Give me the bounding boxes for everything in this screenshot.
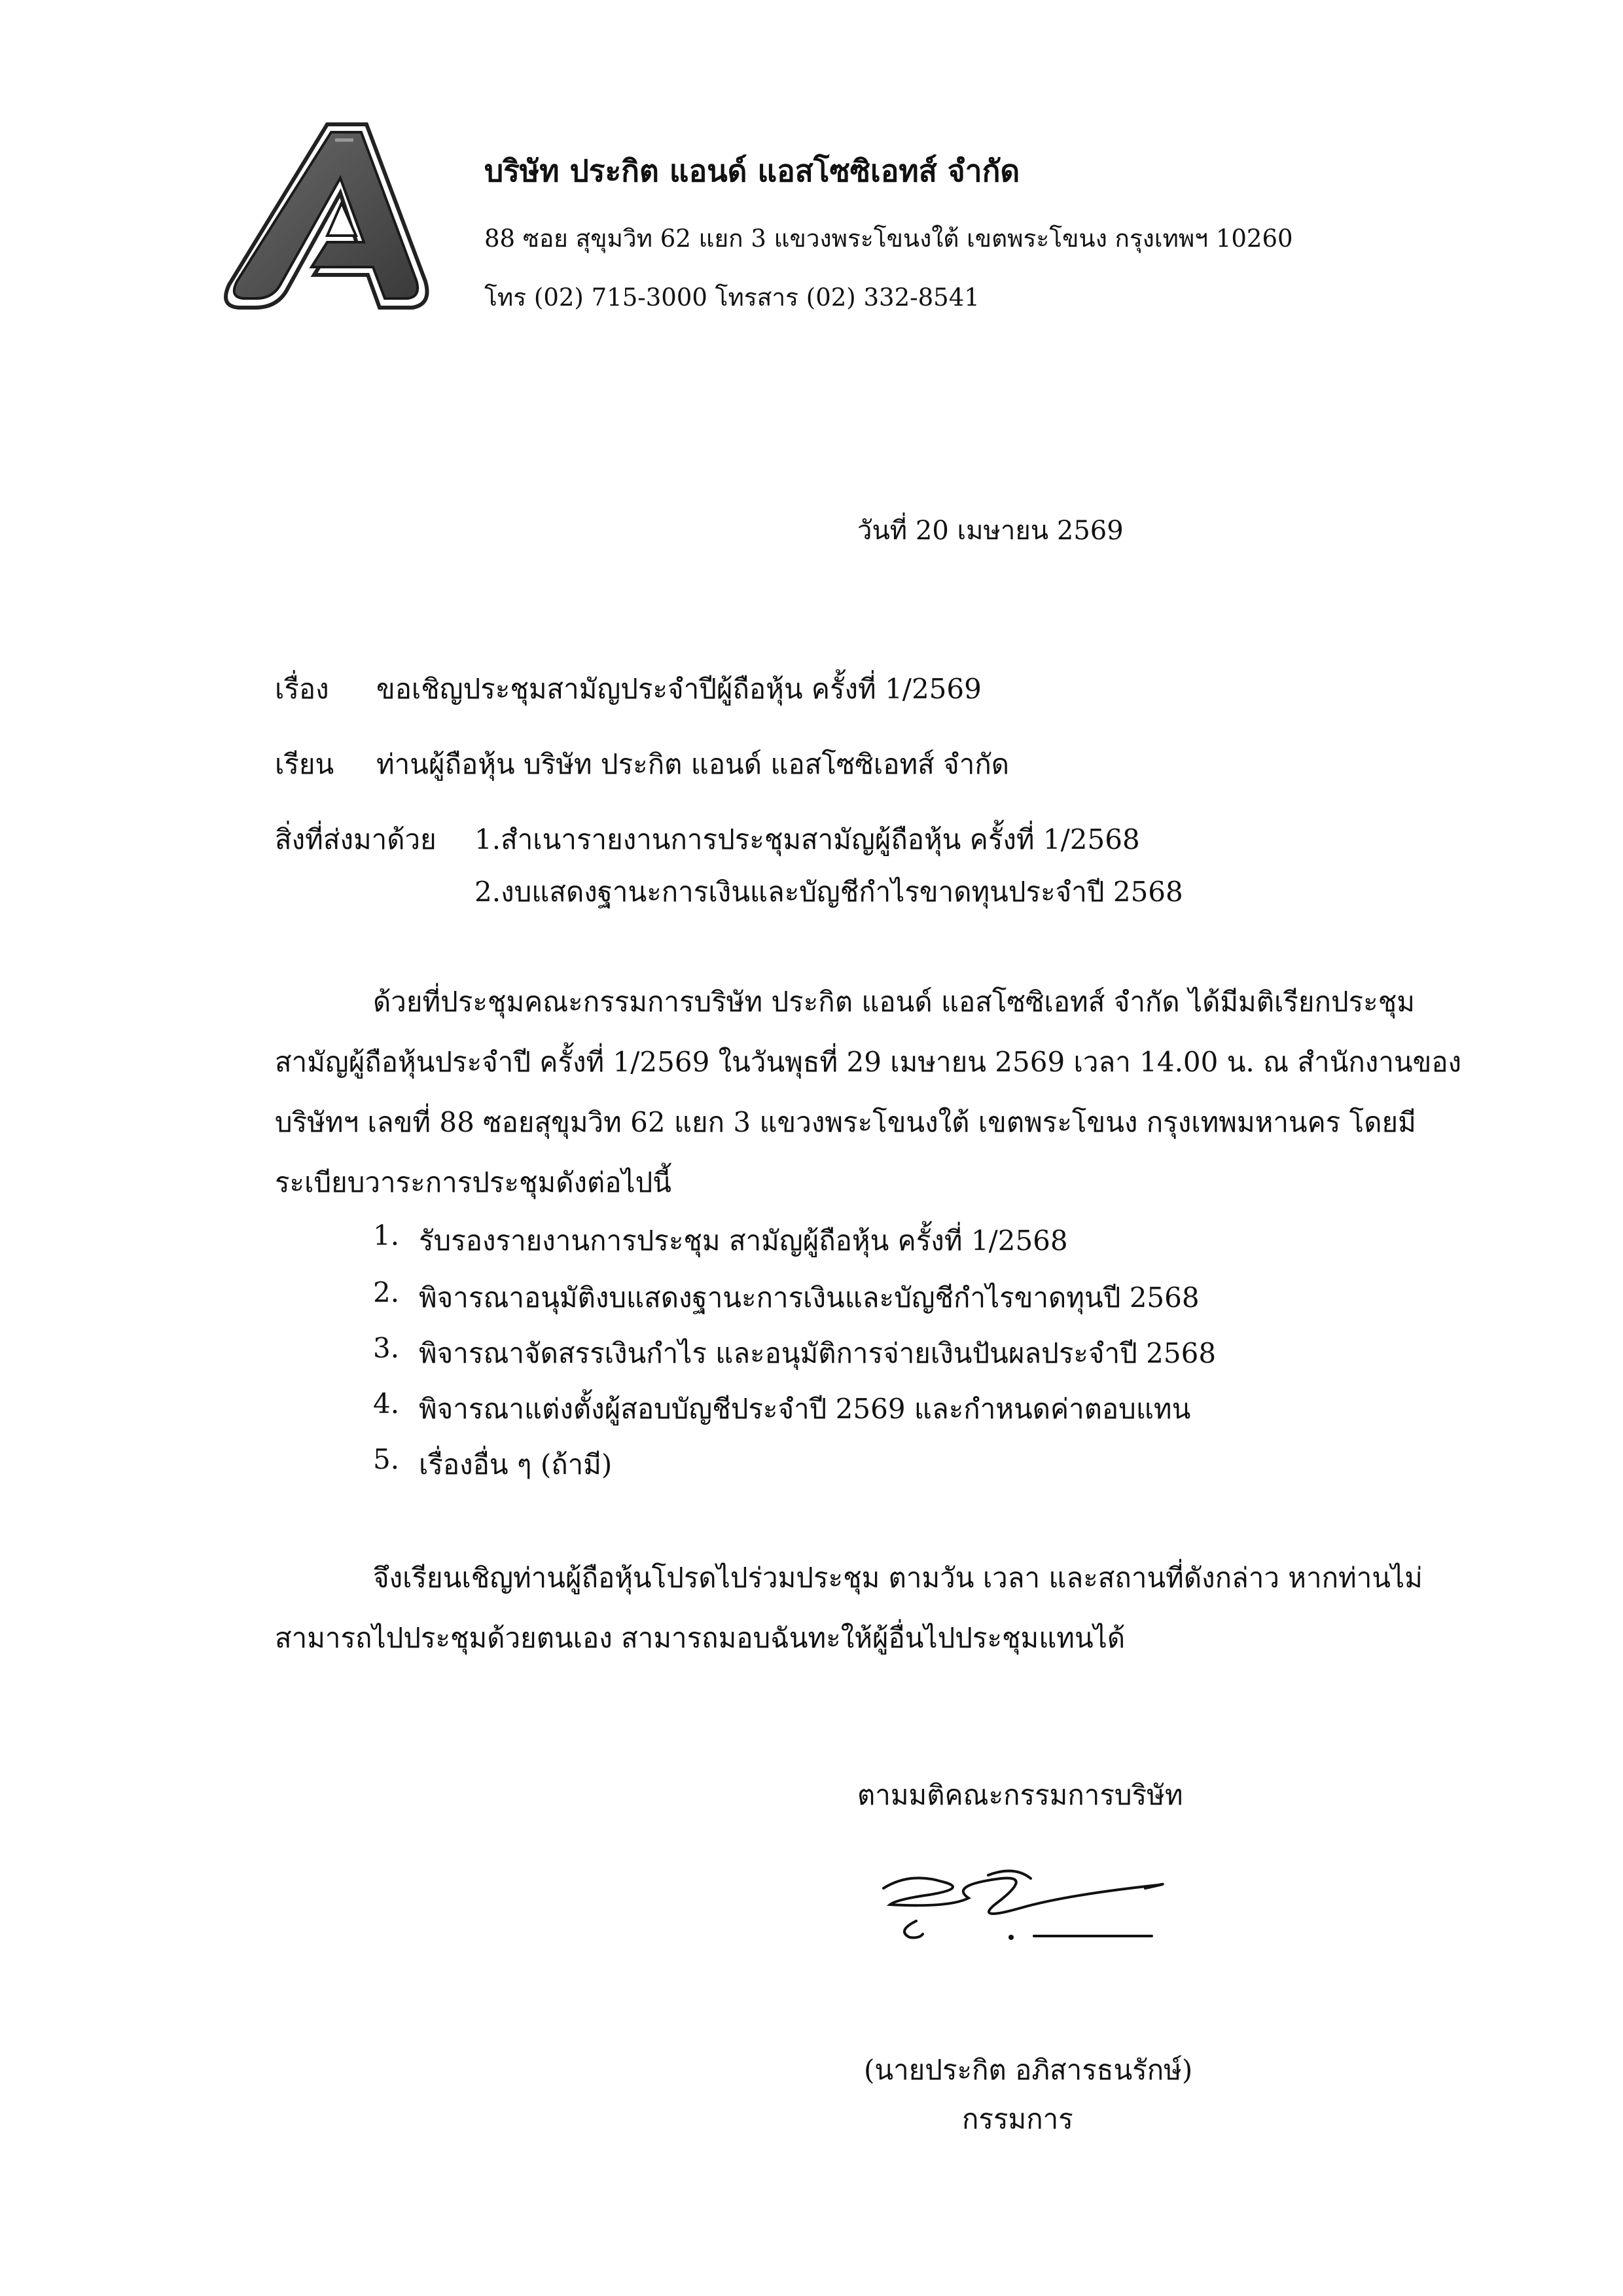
- body-line: ด้วยที่ประชุมคณะกรรมการบริษัท ประกิต แอนด์ แอสโซซิเอทส์ จำกัด ได้มีมติเรียกประชุม: [373, 986, 1415, 1018]
- agenda-number: 1.: [373, 1219, 400, 1251]
- agenda-number: 4.: [373, 1388, 400, 1420]
- body-line: สามัญผู้ถือหุ้นประจำปี ครั้งที่ 1/2569 ในวันพุธที่ 29 เมษายน 2569 เวลา 14.00 น. ณ สำนักงานของ: [275, 1046, 1462, 1078]
- handwritten-signature: [870, 1859, 1171, 1957]
- company-name: บริษัท ประกิต แอนด์ แอสโซซิเอทส์ จำกัด: [484, 153, 1020, 188]
- body-line: ระเบียบวาระการประชุมดังต่อไปนี้: [275, 1166, 672, 1198]
- agenda-item: เรื่องอื่น ๆ (ถ้ามี): [419, 1448, 613, 1480]
- signatory-name: (นายประกิต อภิสารธนรักษ์): [864, 2054, 1193, 2086]
- agenda-number: 2.: [373, 1276, 400, 1308]
- company-phone: โทร (02) 715-3000 โทรสาร (02) 332-8541: [484, 283, 980, 312]
- letter-date: วันที่ 20 เมษายน 2569: [857, 516, 1124, 546]
- agenda-item: รับรองรายงานการประชุม สามัญผู้ถือหุ้น ครั้งที่ 1/2568: [419, 1225, 1068, 1257]
- recipient-label: เรียน: [275, 748, 334, 780]
- agenda-item: พิจารณาอนุมัติงบแสดงฐานะการเงินและบัญชีกำไรขาดทุนปี 2568: [419, 1282, 1200, 1314]
- subject-value: ขอเชิญประชุมสามัญประจำปีผู้ถือหุ้น ครั้งที่ 1/2569: [376, 673, 982, 705]
- closing-line: สามารถไปประชุมด้วยตนเอง สามารถมอบฉันทะให้ผู้อื่นไปประชุมแทนได้: [275, 1622, 1126, 1654]
- company-logo: [216, 118, 438, 314]
- agenda-number: 5.: [373, 1443, 400, 1475]
- body-line: บริษัทฯ เลขที่ 88 ซอยสุขุมวิท 62 แยก 3 แขวงพระโขนงใต้ เขตพระโขนง กรุงเทพมหานคร โดยมี: [275, 1106, 1416, 1138]
- agenda-item: พิจารณาแต่งตั้งผู้สอบบัญชีประจำปี 2569 และกำหนดค่าตอบแทน: [419, 1393, 1191, 1425]
- enclosure-item: 2.งบแสดงฐานะการเงินและบัญชีกำไรขาดทุนประจำปี 2568: [474, 876, 1183, 908]
- agenda-item: พิจารณาจัดสรรเงินกำไร และอนุมัติการจ่ายเงินปันผลประจำปี 2568: [419, 1337, 1217, 1369]
- signature-resolution: ตามมติคณะกรรมการบริษัท: [857, 1779, 1183, 1811]
- recipient-value: ท่านผู้ถือหุ้น บริษัท ประกิต แอนด์ แอสโซซิเอทส์ จำกัด: [376, 748, 1010, 780]
- subject-label: เรื่อง: [275, 673, 329, 705]
- agenda-number: 3.: [373, 1332, 400, 1364]
- closing-line: จึงเรียนเชิญท่านผู้ถือหุ้นโปรดไปร่วมประชุม ตามวัน เวลา และสถานที่ดังกล่าว หากท่านไม่: [373, 1562, 1423, 1594]
- signatory-title: กรรมการ: [962, 2103, 1073, 2135]
- enclosures-label: สิ่งที่ส่งมาด้วย: [275, 823, 437, 855]
- enclosure-item: 1.สำเนารายงานการประชุมสามัญผู้ถือหุ้น ครั้งที่ 1/2568: [474, 823, 1140, 855]
- company-address: 88 ซอย สุขุมวิท 62 แยก 3 แขวงพระโขนงใต้ เขตพระโขนง กรุงเทพฯ 10260: [484, 224, 1293, 253]
